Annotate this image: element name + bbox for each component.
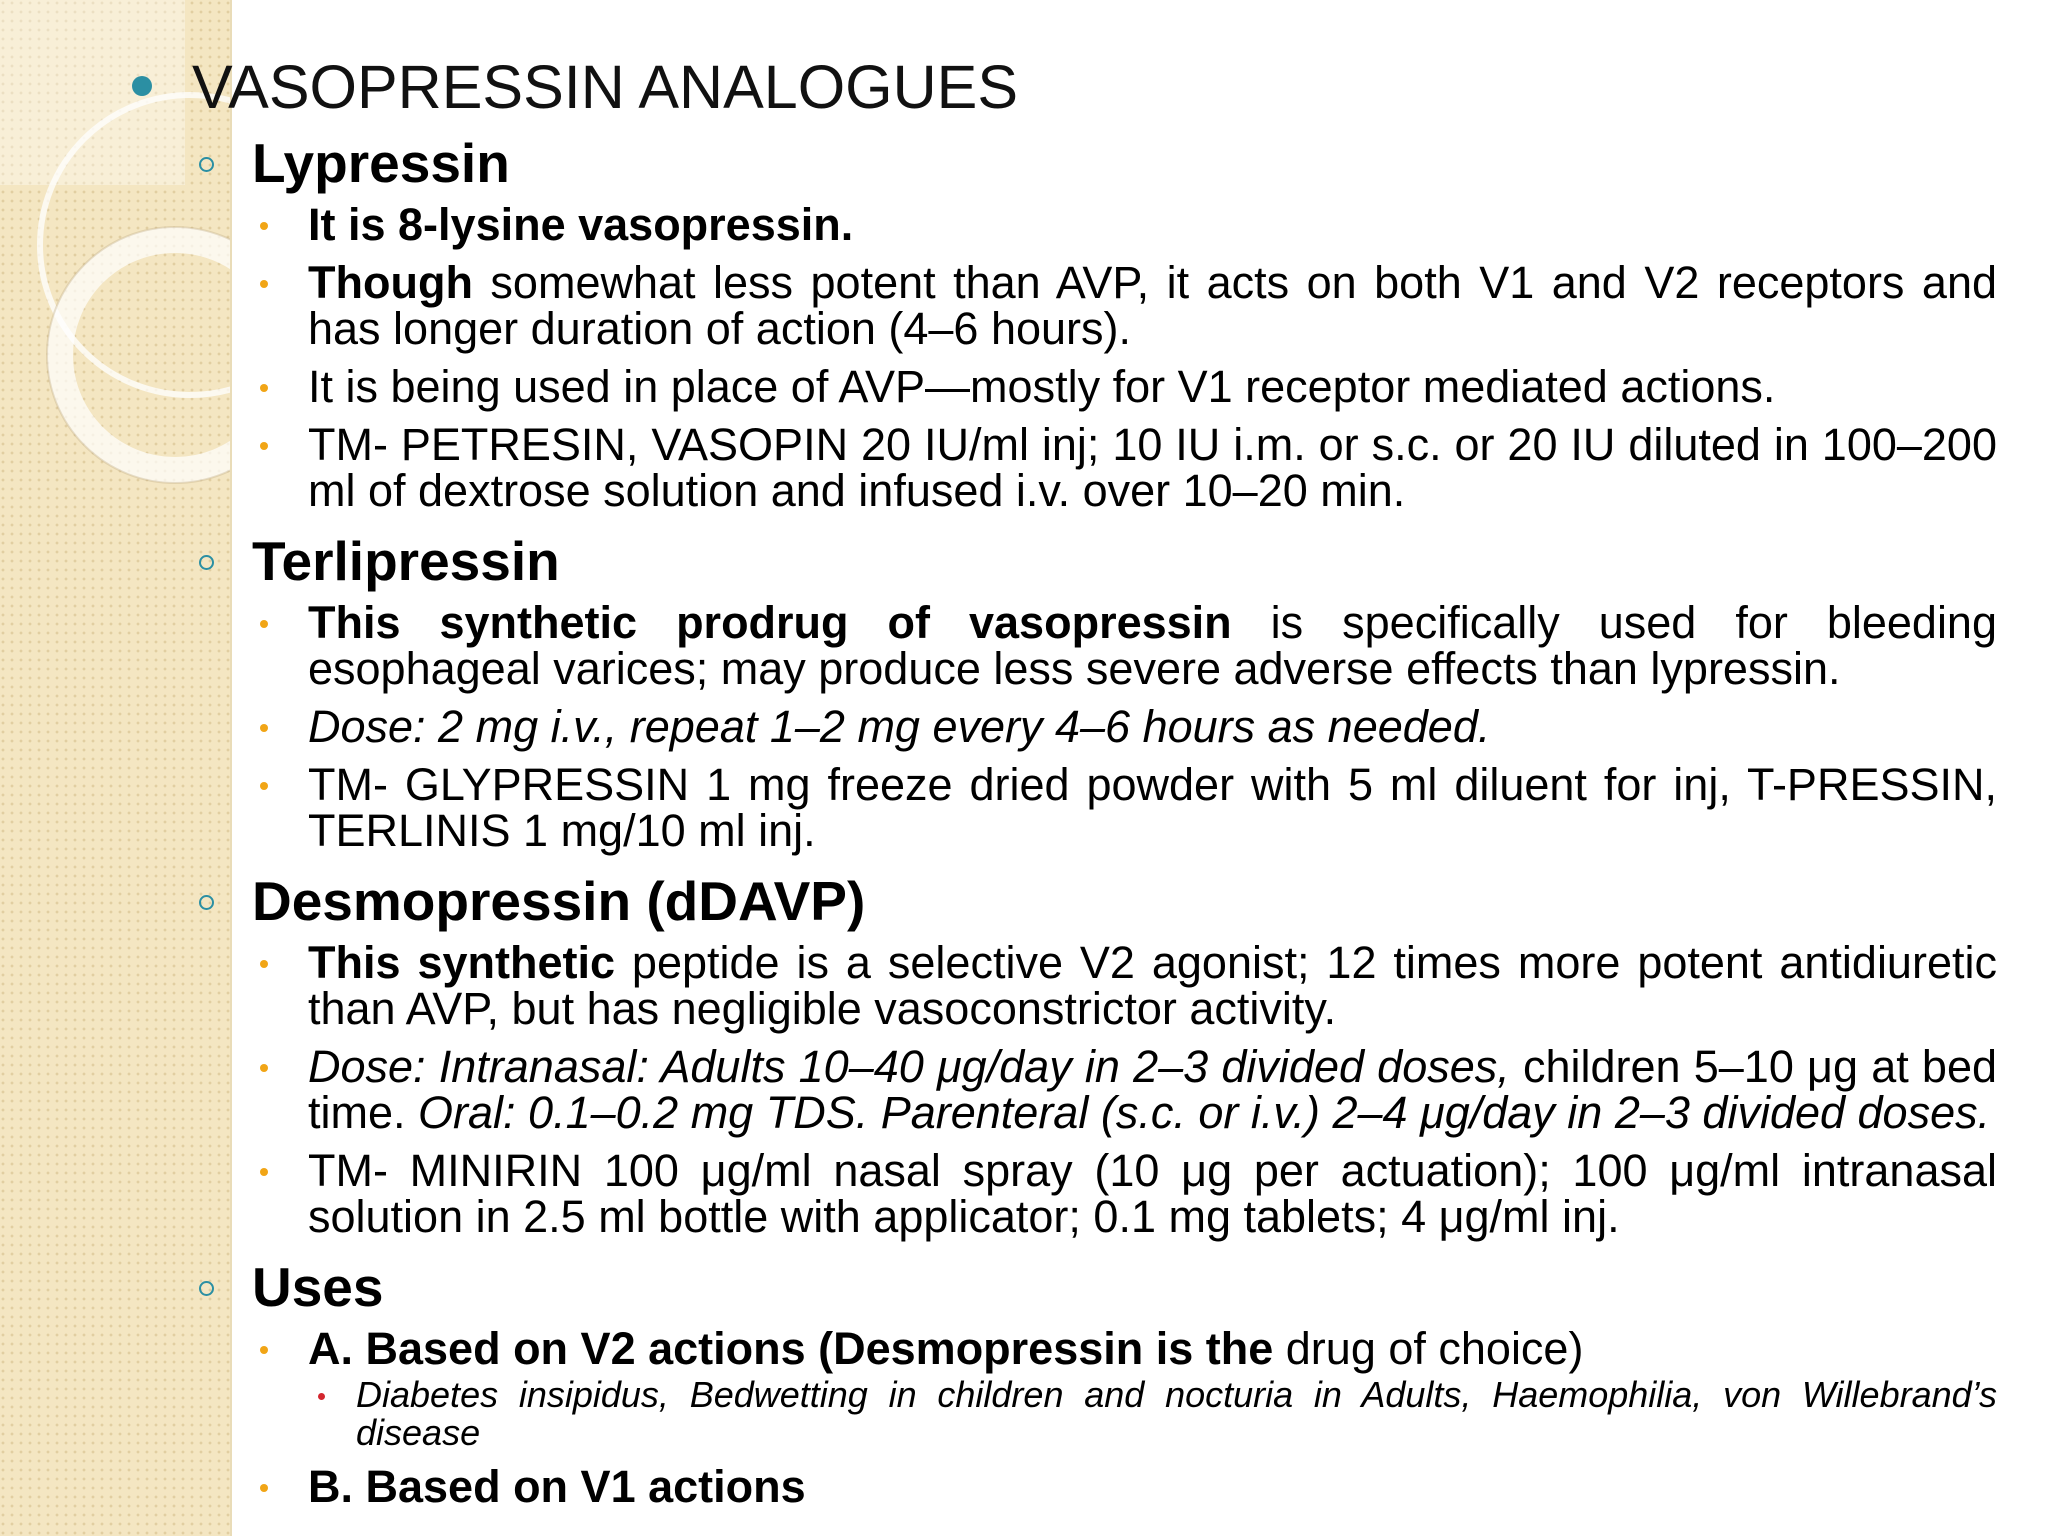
section-bullet [199,1281,214,1296]
item-bullet [260,442,268,450]
list-item: Though somewhat less potent than AVP, it acts on both V1 and V2 receptors and has longer duration of action (4–6 hours). [308,260,1997,352]
item-bullet [260,782,268,790]
slide-heading: VASOPRESSIN ANALOGUES [132,48,2012,126]
list-item: This synthetic prodrug of vasopressin is specifically used for bleeding esophageal varices; may produce less severe adverse effects than lypressin. [308,600,1997,692]
sub-list-item: Diabetes insipidus, Bedwetting in children and nocturia in Adults, Haemophilia, von Willebrand’s disease [356,1376,1997,1452]
section-title-desmopressin: Desmopressin (dDAVP) [252,866,2012,936]
item-bullet [260,724,268,732]
list-item: Dose: 2 mg i.v., repeat 1–2 mg every 4–6 hours as needed. [308,704,1997,750]
list-item: It is 8-lysine vasopressin. [308,202,1997,248]
item-bullet [260,1064,268,1072]
section-bullet [199,555,214,570]
section-title-terlipressin: Terlipressin [252,526,2012,596]
list-item: This synthetic peptide is a selective V2 agonist; 12 times more potent antidiuretic than AVP, but has negligible vasoconstrictor activity. [308,940,1997,1032]
item-bullet [260,960,268,968]
item-bullet [260,1346,268,1354]
item-bullet [260,222,268,230]
slide-content [132,48,2012,1522]
list-item: TM- PETRESIN, VASOPIN 20 IU/ml inj; 10 IU i.m. or s.c. or 20 IU diluted in 100–200 ml of dextrose solution and infused i.v. over 10–20 min. [308,422,1997,514]
section-title-uses: Uses [252,1252,2012,1322]
item-bullet [260,384,268,392]
section-title-lypressin: Lypressin [252,128,2012,198]
section-bullet [199,157,214,172]
heading-bullet [132,76,152,96]
item-bullet [260,620,268,628]
sub-item-bullet [318,1393,325,1400]
item-bullet [260,280,268,288]
item-bullet [260,1484,268,1492]
list-item: TM- GLYPRESSIN 1 mg freeze dried powder with 5 ml diluent for inj, T-PRESSIN, TERLINIS 1 mg/10 ml inj. [308,762,1997,854]
list-item: Dose: Intranasal: Adults 10–40 μg/day in 2–3 divided doses, children 5–10 μg at bed time. Oral: 0.1–0.2 mg TDS. Parenteral (s.c. or i.v.) 2–4 μg/day in 2–3 divided doses. [308,1044,1997,1136]
item-bullet [260,1168,268,1176]
list-item: A. Based on V2 actions (Desmopressin is the drug of choice) [308,1326,1997,1372]
list-item: B. Based on V1 actions [308,1464,1997,1510]
list-item: It is being used in place of AVP—mostly for V1 receptor mediated actions. [308,364,1997,410]
section-bullet [199,895,214,910]
list-item: TM- MINIRIN 100 μg/ml nasal spray (10 μg per actuation); 100 μg/ml intranasal solution in 2.5 ml bottle with applicator; 0.1 mg tablets; 4 μg/ml inj. [308,1148,1997,1240]
